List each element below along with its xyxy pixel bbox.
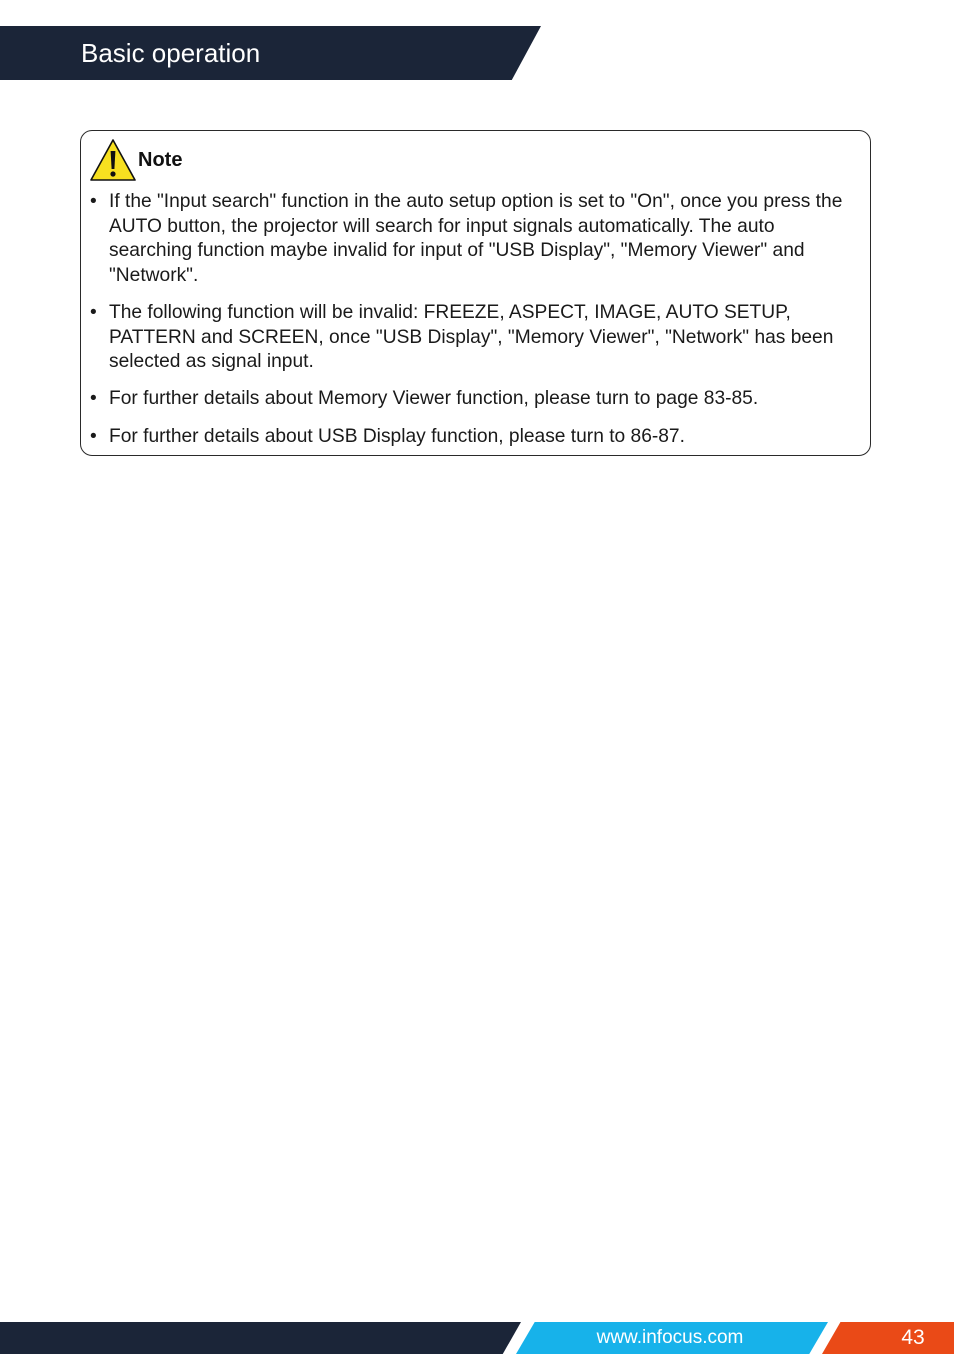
page-title: Basic operation [81,38,261,68]
list-item [90,190,850,288]
footer-dark-band [0,1322,521,1354]
note-list [90,190,850,462]
bullet: • [90,191,97,212]
list-item-text: For further details about USB Display function, please turn to 86-87. [109,425,685,447]
list-item [90,387,850,412]
page-number: 43 [901,1326,925,1349]
list-item [90,425,850,450]
warning-icon [89,138,137,182]
list-item [90,301,850,375]
footer-url[interactable]: www.infocus.com [596,1327,744,1348]
bullet: • [90,301,97,323]
list-item-text: The following function will be invalid: FREEZE, ASPECT, IMAGE, AUTO SETUP, PATTERN and SCREEN, once "USB Display", "Memory Viewer", "Network" has been selected as signal input. [109,301,834,373]
note-heading: Note [138,149,183,171]
bullet: • [90,388,97,410]
bullet: • [90,425,97,447]
list-item-text: If the "Input search" function in the auto setup option is set to "On", once you press the AUTO button, the projector will search for input signals automatically. The auto searching function maybe invalid for input of "USB Display", "Memory Viewer" and "Network". [109,191,843,286]
list-item-text: For further details about Memory Viewer function, please turn to page 83-85. [109,388,759,410]
